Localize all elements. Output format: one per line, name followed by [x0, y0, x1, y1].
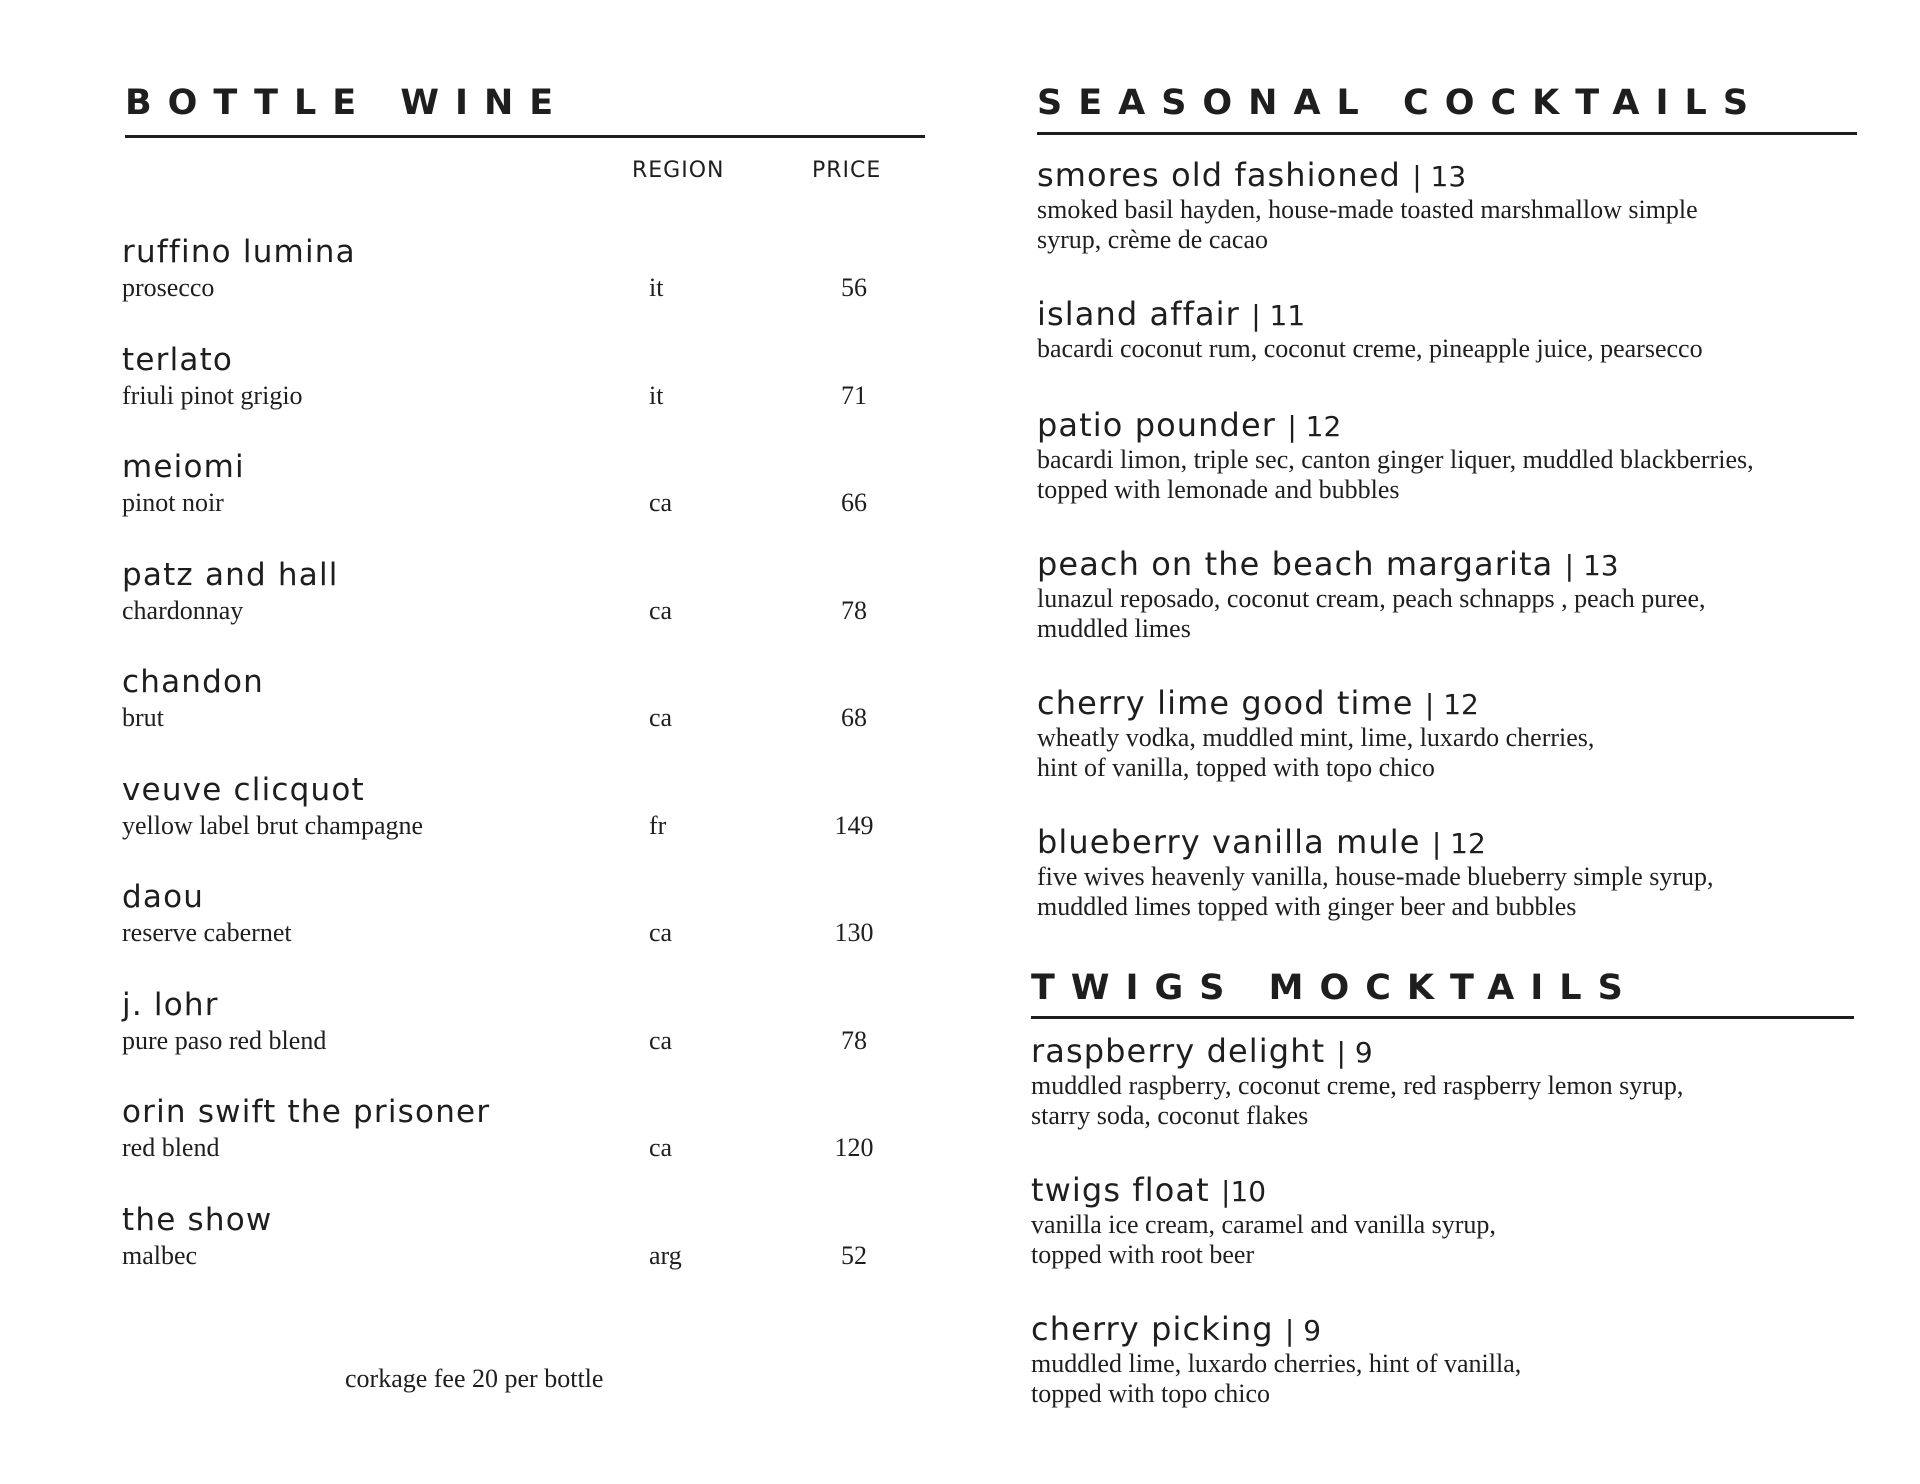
- price-column-header: PRICE: [812, 158, 882, 183]
- wine-region: ca: [649, 1025, 673, 1055]
- cocktail-title: [1037, 545, 1877, 583]
- cocktail-item: [1037, 545, 1877, 644]
- wine-item: [122, 986, 922, 1098]
- wine-type: reserve cabernet: [122, 918, 292, 947]
- wine-type: friuli pinot grigio: [122, 380, 303, 410]
- region-column-header: REGION: [632, 158, 725, 183]
- wine-item: [122, 556, 922, 668]
- wine-item: [122, 234, 922, 345]
- wine-region: ca: [649, 918, 673, 947]
- bottle-wine-divider: [125, 135, 925, 138]
- cocktail-price: | 13: [1564, 549, 1619, 582]
- cocktail-description: [1037, 862, 1877, 922]
- wine-region: ca: [649, 595, 673, 625]
- wine-type: red blend: [122, 1133, 220, 1162]
- cocktail-description: [1037, 195, 1877, 255]
- wine-price: 66: [841, 488, 867, 517]
- wine-name: meiomi: [122, 449, 245, 485]
- mocktail-description: [1031, 1349, 1871, 1409]
- wine-item: [122, 1201, 922, 1313]
- cocktail-price: | 11: [1251, 299, 1306, 332]
- wine-price: 56: [841, 273, 867, 302]
- mocktail-price: | 9: [1284, 1314, 1322, 1347]
- wine-name: ruffino lumina: [122, 234, 356, 270]
- mocktail-title: [1031, 1032, 1871, 1070]
- mocktail-description: [1031, 1210, 1871, 1270]
- description-line: topped with root beer: [1031, 1240, 1255, 1269]
- mocktail-item: [1031, 1310, 1871, 1409]
- wine-item: [122, 1094, 922, 1205]
- wine-region: ca: [649, 488, 673, 517]
- mocktail-item: [1031, 1171, 1871, 1270]
- cocktail-title: [1037, 823, 1877, 861]
- twigs-mocktails-divider: [1031, 1016, 1854, 1019]
- cocktail-title: [1037, 406, 1877, 444]
- cocktail-name: peach on the beach margarita: [1037, 545, 1554, 583]
- wine-type: brut: [122, 703, 164, 732]
- wine-price: 130: [834, 918, 874, 947]
- mocktail-price: | 9: [1336, 1036, 1373, 1069]
- cocktail-price: | 12: [1424, 688, 1479, 721]
- description-line: syrup, crème de cacao: [1037, 225, 1268, 254]
- wine-region: it: [649, 380, 664, 410]
- wine-region: it: [649, 273, 664, 302]
- cocktail-name: blueberry vanilla mule: [1037, 823, 1421, 861]
- description-line: bacardi limon, triple sec, canton ginger liquer, muddled blackberries,: [1037, 445, 1754, 474]
- wine-item: [122, 664, 922, 775]
- wine-price: 52: [841, 1240, 867, 1270]
- corkage-fee-note: corkage fee 20 per bottle: [345, 1364, 604, 1393]
- wine-type: pure paso red blend: [122, 1025, 327, 1055]
- description-line: muddled limes topped with ginger beer and bubbles: [1037, 892, 1577, 921]
- cocktail-description: [1037, 723, 1877, 783]
- wine-name: orin swift the prisoner: [122, 1094, 491, 1130]
- wine-type: chardonnay: [122, 595, 244, 625]
- mocktail-name: cherry picking: [1031, 1310, 1274, 1348]
- wine-name: patz and hall: [122, 556, 339, 593]
- wine-type: yellow label brut champagne: [122, 810, 424, 840]
- cocktail-title: [1037, 156, 1877, 194]
- cocktail-item: [1037, 684, 1877, 783]
- description-line: smoked basil hayden, house-made toasted marshmallow simple: [1037, 195, 1698, 224]
- wine-item: [122, 771, 922, 883]
- cocktail-description: [1037, 445, 1877, 505]
- wine-name: veuve clicquot: [122, 771, 365, 808]
- description-line: bacardi coconut rum, coconut creme, pineapple juice, pearsecco: [1037, 334, 1703, 363]
- description-line: five wives heavenly vanilla, house-made blueberry simple syrup,: [1037, 862, 1714, 891]
- description-line: muddled limes: [1037, 614, 1191, 643]
- mocktail-name: raspberry delight: [1031, 1032, 1326, 1070]
- cocktail-price: | 12: [1287, 410, 1342, 443]
- wine-name: terlato: [122, 341, 234, 378]
- cocktail-description: [1037, 584, 1877, 644]
- mocktail-title: [1031, 1171, 1871, 1209]
- cocktail-price: | 12: [1431, 827, 1486, 860]
- wine-type: malbec: [122, 1240, 198, 1270]
- cocktail-title: [1037, 295, 1877, 333]
- wine-item: [122, 449, 922, 560]
- description-line: starry soda, coconut flakes: [1031, 1101, 1309, 1130]
- wine-type: prosecco: [122, 273, 215, 302]
- wine-price: 120: [834, 1133, 874, 1162]
- mocktail-item: [1031, 1032, 1871, 1131]
- wine-price: 78: [841, 595, 867, 625]
- wine-type: pinot noir: [122, 488, 224, 517]
- cocktail-title: [1037, 684, 1877, 722]
- mocktail-name: twigs float: [1031, 1171, 1210, 1209]
- wine-price: 78: [841, 1025, 867, 1055]
- wine-name: daou: [122, 879, 205, 915]
- cocktail-name: smores old fashioned: [1037, 156, 1401, 194]
- cocktail-item: [1037, 406, 1877, 505]
- cocktail-name: patio pounder: [1037, 406, 1277, 444]
- description-line: wheatly vodka, muddled mint, lime, luxardo cherries,: [1037, 723, 1595, 752]
- cocktail-item: [1037, 823, 1877, 922]
- wine-price: 68: [841, 703, 867, 732]
- cocktail-item: [1037, 156, 1877, 255]
- wine-item: [122, 879, 922, 990]
- wine-item: [122, 341, 922, 453]
- seasonal-cocktails-divider: [1037, 132, 1857, 135]
- twigs-mocktails-title: TWIGS MOCKTAILS: [1031, 968, 1639, 1008]
- mocktail-description: [1031, 1071, 1871, 1131]
- mocktail-title: [1031, 1310, 1871, 1348]
- bottle-wine-title: BOTTLE WINE: [125, 83, 570, 123]
- wine-region: arg: [649, 1240, 682, 1270]
- cocktail-price: | 13: [1412, 160, 1467, 193]
- wine-region: fr: [649, 810, 667, 840]
- cocktail-name: cherry lime good time: [1037, 684, 1414, 722]
- description-line: topped with topo chico: [1031, 1379, 1271, 1408]
- description-line: topped with lemonade and bubbles: [1037, 475, 1400, 504]
- description-line: lunazul reposado, coconut cream, peach schnapps , peach puree,: [1037, 584, 1706, 613]
- wine-region: ca: [649, 1133, 673, 1162]
- wine-price: 149: [834, 810, 874, 840]
- description-line: muddled lime, luxardo cherries, hint of vanilla,: [1031, 1349, 1522, 1378]
- cocktail-name: island affair: [1037, 295, 1240, 333]
- seasonal-cocktails-title: SEASONAL COCKTAILS: [1037, 83, 1765, 123]
- mocktail-price: |10: [1221, 1175, 1267, 1208]
- cocktail-description: [1037, 334, 1877, 364]
- cocktail-item: [1037, 295, 1877, 364]
- wine-name: j. lohr: [122, 986, 219, 1023]
- description-line: vanilla ice cream, caramel and vanilla syrup,: [1031, 1210, 1496, 1239]
- wine-name: chandon: [122, 664, 265, 700]
- wine-name: the show: [122, 1201, 273, 1238]
- wine-list: [122, 234, 922, 1312]
- description-line: hint of vanilla, topped with topo chico: [1037, 753, 1435, 782]
- wine-region: ca: [649, 703, 673, 732]
- wine-price: 71: [841, 380, 867, 410]
- description-line: muddled raspberry, coconut creme, red raspberry lemon syrup,: [1031, 1071, 1684, 1100]
